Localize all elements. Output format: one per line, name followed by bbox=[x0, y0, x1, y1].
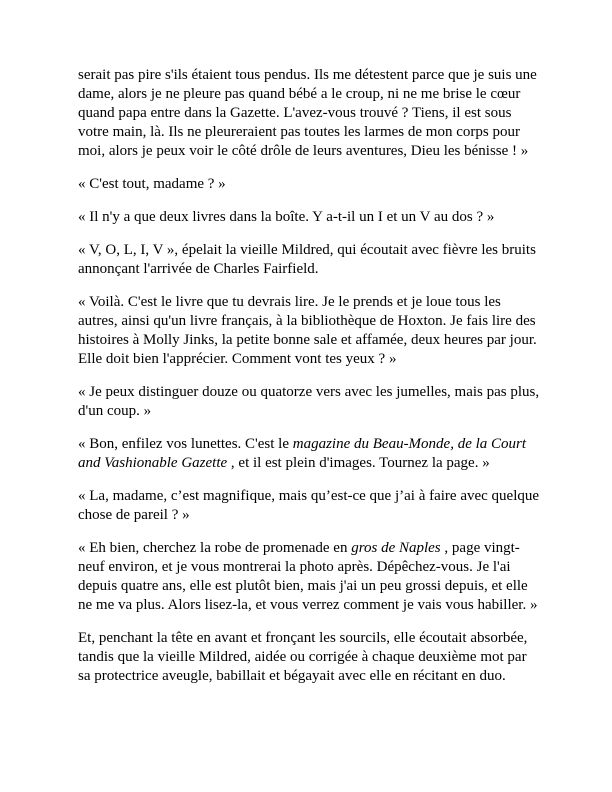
paragraph-5 bbox=[78, 293, 542, 369]
paragraph-1 bbox=[78, 66, 542, 161]
italic-title: magazine du Beau-Monde, de la Court and Vashionable Gazette bbox=[78, 436, 527, 471]
text-run: « Eh bien, cherchez la robe de promenade en bbox=[78, 540, 352, 556]
text-run: , et il est plein d'images. Tournez la page. » bbox=[227, 455, 490, 471]
text-run: « Voilà. C'est le livre que tu devrais lire. Je le prends et je loue tous les autres, ainsi qu'un livre français, à la bibliothèque de Hoxton. Je fais lire des histoires à Molly Jinks, la petite bonne sale et affamée, deux heures par jour. Elle doit bien l'apprécier. Comment vont tes yeux ? » bbox=[78, 294, 537, 367]
text-run: « La, madame, c’est magnifique, mais qu’est-ce que j’ai à faire avec quelque chose de pareil ? » bbox=[78, 488, 540, 523]
text-run: Et, penchant la tête en avant et fronçant les sourcils, elle écoutait absorbée, tandis que la vieille Mildred, aidée ou corrigée à chaque deuxième mot par sa protectrice aveugle, babillait et bégayait avec elle en récitant en duo. bbox=[78, 630, 528, 684]
text-run: « Bon, enfilez vos lunettes. C'est le bbox=[78, 436, 293, 452]
paragraph-10 bbox=[78, 629, 542, 686]
italic-fabric: gros de Naples bbox=[351, 540, 441, 556]
text-run: « Il n'y a que deux livres dans la boîte. Y a-t-il un I et un V au dos ? » bbox=[78, 209, 495, 225]
paragraph-2 bbox=[78, 175, 542, 194]
paragraph-9 bbox=[78, 539, 542, 615]
text-run: « C'est tout, madame ? » bbox=[78, 176, 226, 192]
paragraph-8 bbox=[78, 487, 542, 525]
text-run: « V, O, L, I, V », épelait la vieille Mildred, qui écoutait avec fièvre les bruits annonçant l'arrivée de Charles Fairfield. bbox=[78, 242, 536, 277]
paragraph-4 bbox=[78, 241, 542, 279]
text-run: serait pas pire s'ils étaient tous pendus. Ils me détestent parce que je suis une dame, alors je ne pleure pas quand bébé a le croup, ni ne me brise le cœur quand papa entre dans la Gazette. L'avez-vous trouvé ? Tiens, il est sous votre main, là. Ils ne pleureraient pas toutes les larmes de mon corps pour moi, alors je peux voir le côté drôle de leurs aventures, Dieu les bénisse ! » bbox=[78, 67, 537, 159]
paragraph-3 bbox=[78, 208, 542, 227]
paragraph-7 bbox=[78, 435, 542, 473]
paragraph-6 bbox=[78, 383, 542, 421]
text-run: , page vingt-neuf environ, et je vous montrerai la photo après. Dépêchez-vous. Je l'ai depuis quatre ans, elle est plutôt bien, mais j'ai un peu grossi depuis, et elle ne me va plus. Alors lisez-la, et vous verrez comment je vais vous habiller. » bbox=[78, 540, 538, 613]
document-page bbox=[78, 66, 542, 700]
text-run: « Je peux distinguer douze ou quatorze vers avec les jumelles, mais pas plus, d'un coup. » bbox=[78, 384, 540, 419]
